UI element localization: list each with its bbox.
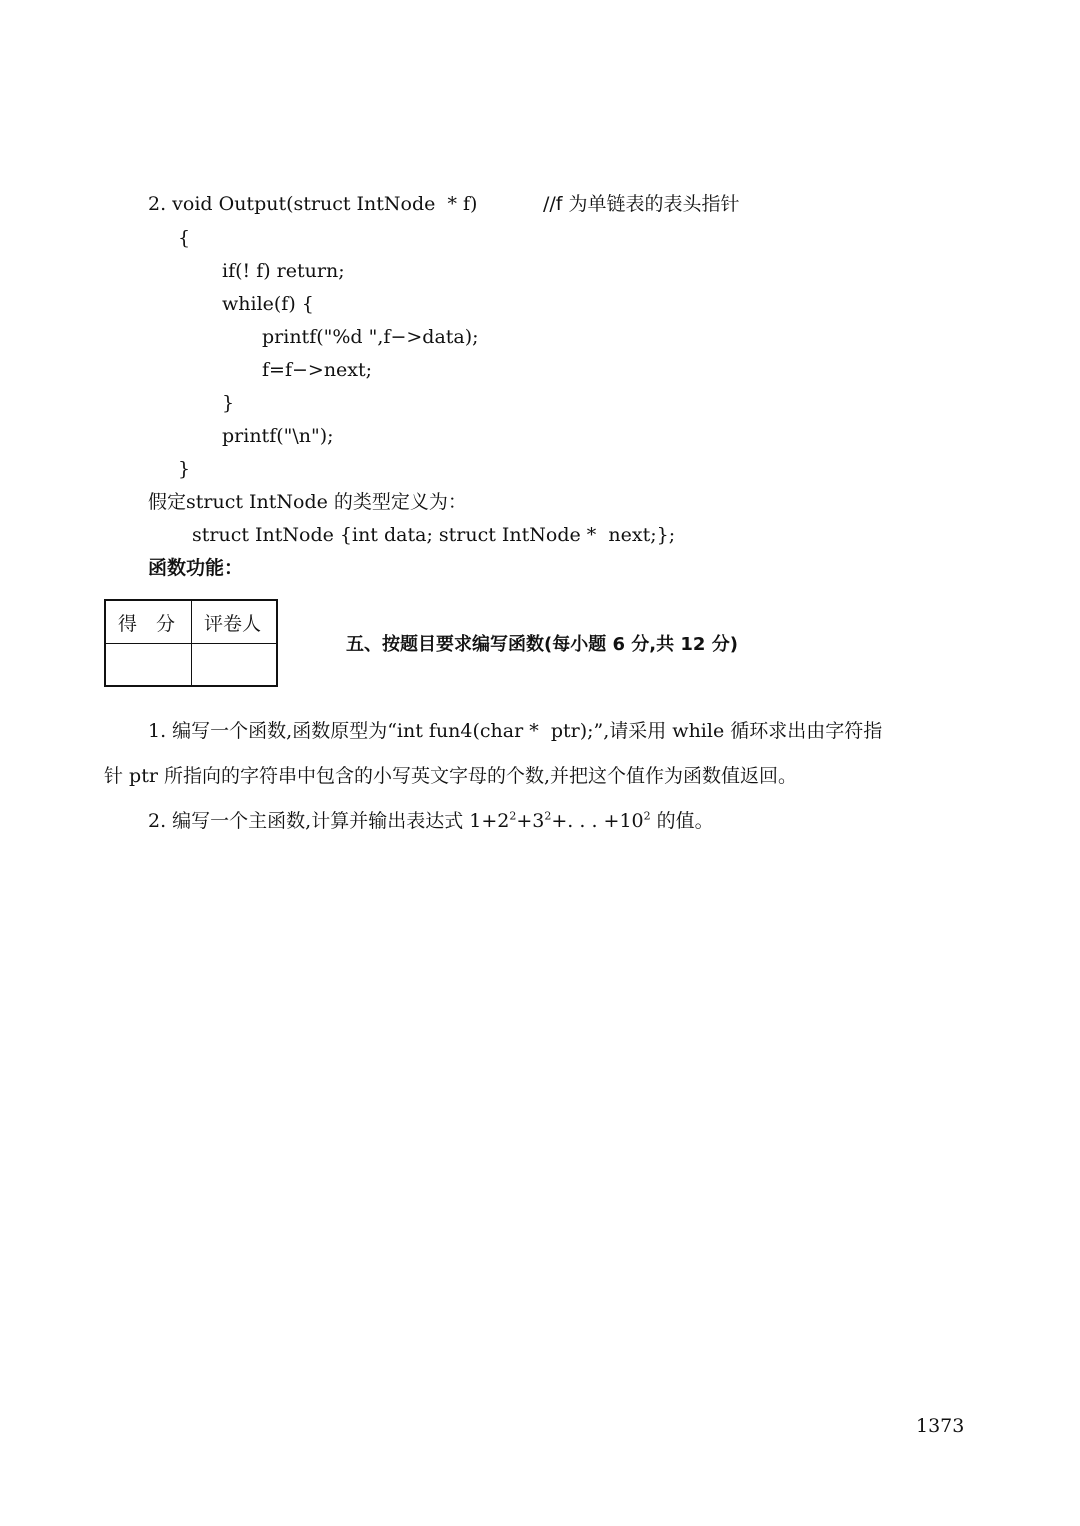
q2-suffix: 的值。 (650, 810, 714, 832)
code-line-next: f=f−>next; (262, 359, 373, 381)
code-close-brace: } (178, 458, 191, 480)
code-comment: //f 为单链表的表头指针 (543, 193, 740, 215)
section-title: 五、按题目要求编写函数(每小题 6 分,共 12 分) (346, 634, 738, 655)
q2-mid1: +3 (516, 810, 545, 832)
typedef-intro: 假定struct IntNode 的类型定义为： (148, 491, 467, 513)
code-line-signature: 2. void Output(struct IntNode * f) (148, 193, 478, 215)
code-line-printf-newline: printf("\n"); (222, 425, 334, 447)
code-open-brace: { (178, 227, 191, 249)
page-number: 1373 (916, 1415, 965, 1437)
q2-mid2: +. . . +10 (551, 810, 644, 832)
function-label: 函数功能： (148, 557, 244, 579)
question-2 (148, 809, 714, 833)
grader-header: 评卷人 (204, 613, 262, 635)
score-table (104, 599, 278, 687)
q2-exp1: 2 (509, 809, 517, 823)
code-line-while: while(f) { (222, 293, 314, 315)
score-header: 得 分 (118, 613, 176, 635)
typedef-code: struct IntNode {int data; struct IntNode * next;}; (192, 524, 676, 546)
q2-exp3: 2 (643, 809, 651, 823)
question-1-line-2: 针 ptr 所指向的字符串中包含的小写英文字母的个数,并把这个值作为函数值返回。 (104, 765, 798, 787)
code-line-if: if(! f) return; (222, 260, 345, 282)
q2-prefix: 2. 编写一个主函数,计算并输出表达式 1+2 (148, 810, 510, 832)
code-line-printf-data: printf("%d ",f−>data); (262, 326, 479, 348)
q2-exp2: 2 (544, 809, 552, 823)
score-table-column-divider (191, 601, 192, 685)
question-1-line-1: 1. 编写一个函数,函数原型为“int fun4(char * ptr);”,请采用 while 循环求出由字符指 (148, 720, 883, 742)
code-close-while: } (222, 392, 235, 414)
